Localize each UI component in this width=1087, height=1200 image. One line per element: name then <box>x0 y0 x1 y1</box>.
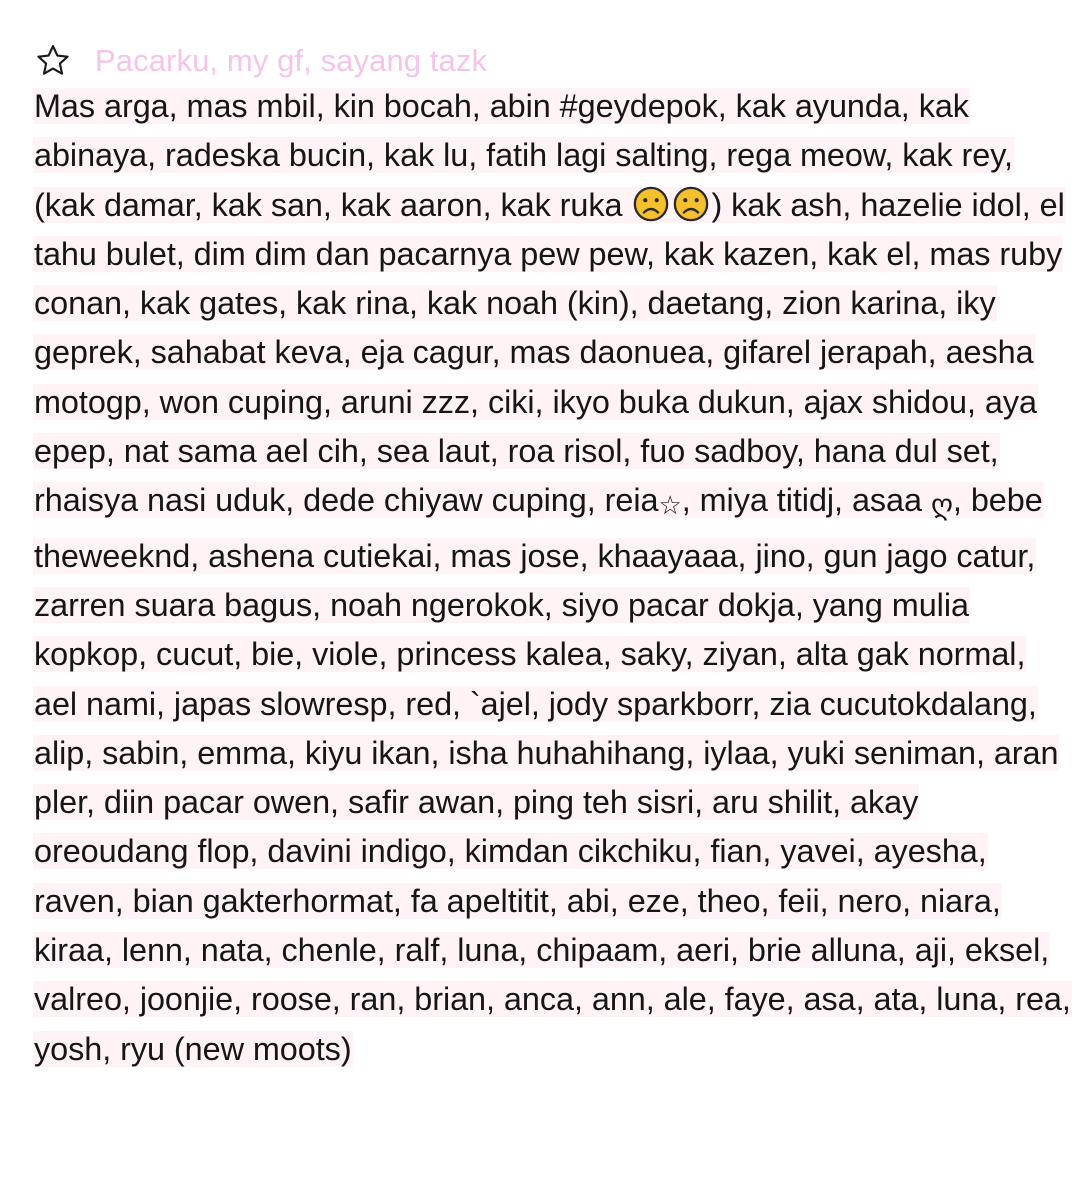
white-star-glyph-icon: ☆ <box>658 491 682 522</box>
note-body-text <box>33 88 1072 1067</box>
note-title[interactable]: Pacarku, my gf, sayang tazk <box>95 43 488 78</box>
frowning-face-emoji-icon <box>672 185 710 223</box>
note-body[interactable] <box>33 82 1073 1074</box>
note-header <box>33 40 1073 82</box>
frowning-face-emoji-icon <box>632 185 670 223</box>
body-segment-1: Mas arga, mas mbil, kin bocah, abin #geydepok, kak ayunda, kak abinaya, radeska bucin, kak lu, fatih lagi salting, rega meow, kak rey, (kak damar, kak san, kak aaron, kak ruka <box>34 88 1013 223</box>
heart-glyph-icon: ღ <box>930 488 953 522</box>
star-outline-icon[interactable] <box>33 41 73 81</box>
body-segment-2: ) kak ash, hazelie idol, el tahu bulet, dim dim dan pacarnya pew pew, kak kazen, kak el, mas ruby conan, kak gates, kak rina, kak noah (kin), daetang, zion karina, iky geprek, sahabat keva, eja cagur, mas daonuea, gifarel jerapah, aesha motogp, won cuping, aruni zzz, ciki, ikyo buka dukun, ajax shidou, aya epep, nat sama ael cih, sea laut, roa risol, fuo sadboy, hana dul set, rhaisya nasi uduk, dede chiyaw cuping, reia <box>34 186 1065 519</box>
body-segment-4: , bebe theweeknd, ashena cutiekai, mas jose, khaayaaa, jino, gun jago catur, zarren suara bagus, noah ngerokok, siyo pacar dokja, yang mulia kopkop, cucut, bie, viole, princess kalea, saky, ziyan, alta gak normal, ael nami, japas slowresp, red, `ajel, jody sparkborr, zia cucutokdalang, alip, sabin, emma, kiyu ikan, isha huhahihang, iylaa, yuki seniman, aran pler, diin pacar owen, safir awan, ping teh sisri, aru shilit, akay oreoudang flop, davini indigo, kimdan cikchiku, fian, yavei, ayesha, raven, bian gakterhormat, fa apeltitit, abi, eze, theo, feii, nero, niara, kiraa, lenn, nata, chenle, ralf, luna, chipaam, aeri, brie alluna, aji, eksel, valreo, joonjie, roose, ran, brian, anca, ann, ale, faye, asa, ata, luna, rea, yosh, ryu (new moots) <box>34 482 1071 1067</box>
star-outline-svg <box>34 42 72 80</box>
body-segment-3: , miya titidj, asaa <box>681 482 931 519</box>
note-card <box>33 40 1073 1074</box>
